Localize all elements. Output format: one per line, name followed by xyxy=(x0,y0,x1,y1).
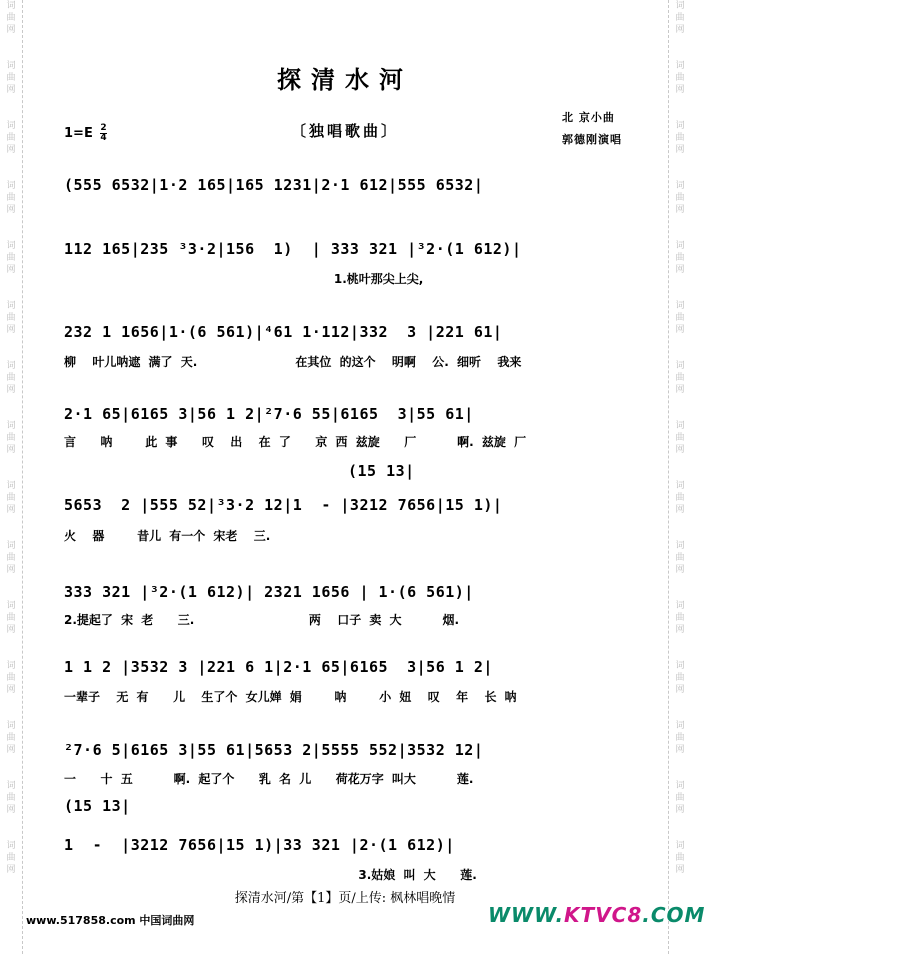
watermark-glyph: 词 xyxy=(675,721,685,731)
watermark-glyph: 网 xyxy=(675,745,685,755)
watermark-glyph: 网 xyxy=(675,565,685,575)
notation-line: 232 1 1656|1·(6 561)|⁴61 1·112|332 3 |221 61| xyxy=(64,323,503,341)
time-signature xyxy=(100,124,106,143)
watermark-glyph-group xyxy=(6,300,15,360)
watermark-glyph: 词 xyxy=(6,541,16,551)
notation-line: (15 13| xyxy=(348,462,415,480)
watermark-glyph: 曲 xyxy=(6,193,16,203)
watermark-glyph-group xyxy=(6,0,15,60)
origin-credit: 北 京小曲 xyxy=(562,111,615,124)
watermark-glyph: 网 xyxy=(675,625,685,635)
watermark-glyph: 词 xyxy=(6,1,16,11)
watermark-glyph: 词 xyxy=(675,781,685,791)
watermark-glyph-group xyxy=(6,180,15,240)
notation-line: 1 - |3212 7656|15 1)|33 321 |2·(1 612)| xyxy=(64,836,455,854)
watermark-glyph: 词 xyxy=(675,301,685,311)
watermark-glyph: 词 xyxy=(6,361,16,371)
lyric-line: 2.提起了 宋 老 三. 两 口子 卖 大 烟. xyxy=(64,613,460,627)
watermark-glyph: 曲 xyxy=(6,373,16,383)
lyric-line: 3.姑娘 叫 大 莲. xyxy=(64,868,477,882)
watermark-glyph: 曲 xyxy=(6,493,16,503)
lyric-line: 柳 叶儿呐遮 满了 天. 在其位 的这个 明啊 公. 细听 我来 xyxy=(64,355,522,369)
notation-line: (555 6532|1·2 165|165 1231|2·1 612|555 6532| xyxy=(64,176,484,194)
watermark-glyph: 网 xyxy=(6,685,16,695)
watermark-glyph: 词 xyxy=(675,661,685,671)
watermark-glyph: 曲 xyxy=(675,313,685,323)
watermark-glyph: 词 xyxy=(675,121,685,131)
watermark-glyph: 词 xyxy=(6,181,16,191)
watermark-glyph: 网 xyxy=(6,625,16,635)
website-label: www.517858.com 中国词曲网 xyxy=(26,914,195,927)
notation-line: 1 1 2 |3532 3 |221 6 1|2·1 65|6165 3|56 1 2| xyxy=(64,658,493,676)
watermark-glyph: 词 xyxy=(6,781,16,791)
watermark-glyph-group xyxy=(675,660,684,720)
watermark-glyph: 曲 xyxy=(675,13,685,23)
watermark-glyph-group xyxy=(675,360,684,420)
watermark-glyph: 词 xyxy=(675,601,685,611)
notation-line: 2·1 65|6165 3|56 1 2|²7·6 55|6165 3|55 61| xyxy=(64,405,474,423)
watermark-glyph: 曲 xyxy=(675,73,685,83)
notation-line: (15 13| xyxy=(64,797,131,815)
watermark-glyph: 网 xyxy=(6,145,16,155)
watermark-glyph-group xyxy=(6,360,15,420)
watermark-glyph: 曲 xyxy=(675,733,685,743)
watermark-glyph: 网 xyxy=(675,265,685,275)
watermark-glyph: 词 xyxy=(6,421,16,431)
watermark-glyph: 网 xyxy=(675,205,685,215)
page-footer: 探清水河/第【1】页/上传: 枫林唱晚情 xyxy=(234,891,456,906)
watermark-glyph: 网 xyxy=(6,805,16,815)
watermark-glyph: 网 xyxy=(675,25,685,35)
lyric-line: 一辈子 无 有 儿 生了个 女儿婵 娟 呐 小 妞 叹 年 长 呐 xyxy=(64,690,517,704)
watermark-glyph: 网 xyxy=(6,445,16,455)
watermark-glyph-group xyxy=(675,480,684,540)
lyric-line: 一 十 五 啊. 起了个 乳 名 儿 荷花万字 叫大 莲. xyxy=(64,772,474,786)
watermark-glyph-group xyxy=(675,180,684,240)
watermark-glyph: 词 xyxy=(675,841,685,851)
watermark-glyph-group xyxy=(675,600,684,660)
watermark-glyph-group xyxy=(6,480,15,540)
watermark-glyph-group xyxy=(6,660,15,720)
notation-line: 333 321 |³2·(1 612)| 2321 1656 | 1·(6 561)| xyxy=(64,583,474,601)
watermark-glyph: 曲 xyxy=(6,793,16,803)
watermark-glyph: 曲 xyxy=(6,253,16,263)
watermark-glyph: 词 xyxy=(675,1,685,11)
watermark-glyph: 曲 xyxy=(675,613,685,623)
watermark-glyph: 曲 xyxy=(6,553,16,563)
watermark-glyph: 网 xyxy=(675,685,685,695)
performer-credit: 郭德刚演唱 xyxy=(562,133,622,146)
watermark-glyph: 词 xyxy=(675,61,685,71)
watermark-glyph: 网 xyxy=(675,385,685,395)
watermark-glyph: 词 xyxy=(675,361,685,371)
watermark-glyph: 词 xyxy=(675,241,685,251)
watermark-glyph: 网 xyxy=(6,565,16,575)
watermark-glyph-group xyxy=(675,780,684,840)
watermark-glyph: 曲 xyxy=(675,793,685,803)
watermark-glyph-group xyxy=(6,240,15,300)
watermark-glyph: 网 xyxy=(675,145,685,155)
watermark-glyph-group xyxy=(6,540,15,600)
watermark-glyph: 曲 xyxy=(6,133,16,143)
watermark-glyph-group xyxy=(6,600,15,660)
watermark-glyph-group xyxy=(6,780,15,840)
watermark-glyph: 网 xyxy=(6,505,16,515)
watermark-glyph: 曲 xyxy=(6,13,16,23)
watermark-glyph-group xyxy=(675,300,684,360)
watermark-glyph: 曲 xyxy=(6,733,16,743)
notation-line: 112 165|235 ³3·2|156 1) | 333 321 |³2·(1 612)| xyxy=(64,240,522,258)
key-label: 1=E xyxy=(64,126,93,141)
watermark-glyph: 网 xyxy=(6,205,16,215)
watermark-glyph: 网 xyxy=(675,445,685,455)
watermark-glyph: 曲 xyxy=(675,253,685,263)
time-sig-bottom: 4 xyxy=(100,133,107,143)
song-title: 探清水河 xyxy=(277,65,413,94)
watermark-glyph: 网 xyxy=(675,85,685,95)
watermark-glyph: 曲 xyxy=(675,553,685,563)
watermark-glyph: 曲 xyxy=(675,493,685,503)
watermark-glyph: 曲 xyxy=(675,853,685,863)
watermark-glyph: 词 xyxy=(6,61,16,71)
watermark-glyph: 词 xyxy=(675,421,685,431)
watermark-glyph: 词 xyxy=(6,481,16,491)
watermark-glyph-group xyxy=(675,720,684,780)
watermark-glyph: 词 xyxy=(6,661,16,671)
watermark-glyph: 词 xyxy=(6,121,16,131)
watermark-glyph: 词 xyxy=(6,841,16,851)
watermark-glyph: 曲 xyxy=(675,673,685,683)
watermark-glyph: 词 xyxy=(6,721,16,731)
lyric-line: 火 器 昔儿 有一个 宋老 三. xyxy=(64,529,271,543)
watermark-glyph: 词 xyxy=(6,601,16,611)
watermark-glyph: 词 xyxy=(675,541,685,551)
left-watermark-strip xyxy=(0,0,23,954)
brand-logo: WWW.KTVC8.COM xyxy=(488,903,706,927)
watermark-glyph: 曲 xyxy=(6,433,16,443)
watermark-glyph: 曲 xyxy=(6,73,16,83)
watermark-glyph: 曲 xyxy=(675,193,685,203)
watermark-glyph: 网 xyxy=(6,85,16,95)
key-signature xyxy=(64,124,107,143)
song-subtitle: 〔独唱歌曲〕 xyxy=(290,122,399,140)
watermark-glyph-group xyxy=(675,540,684,600)
watermark-glyph: 网 xyxy=(675,805,685,815)
notation-line: ²7·6 5|6165 3|55 61|5653 2|5555 552|3532 12| xyxy=(64,741,484,759)
watermark-glyph: 词 xyxy=(6,301,16,311)
watermark-glyph: 曲 xyxy=(6,313,16,323)
watermark-glyph: 网 xyxy=(6,865,16,875)
watermark-glyph: 曲 xyxy=(675,433,685,443)
watermark-glyph-group xyxy=(6,720,15,780)
notation-line: 5653 2 |555 52|³3·2 12|1 - |3212 7656|15 1)| xyxy=(64,496,503,514)
watermark-glyph: 网 xyxy=(675,325,685,335)
lyric-line: 言 呐 此 事 叹 出 在 了 京 西 兹旋 厂 啊. 兹旋 厂 xyxy=(64,435,527,449)
watermark-glyph: 词 xyxy=(675,181,685,191)
watermark-glyph: 网 xyxy=(6,745,16,755)
watermark-glyph: 网 xyxy=(675,865,685,875)
watermark-glyph-group xyxy=(675,0,684,60)
watermark-glyph: 曲 xyxy=(675,133,685,143)
watermark-glyph: 曲 xyxy=(6,673,16,683)
watermark-glyph: 网 xyxy=(6,25,16,35)
watermark-glyph: 网 xyxy=(6,385,16,395)
watermark-glyph: 曲 xyxy=(675,373,685,383)
watermark-glyph: 曲 xyxy=(6,613,16,623)
watermark-glyph-group xyxy=(675,240,684,300)
watermark-glyph: 曲 xyxy=(6,853,16,863)
watermark-glyph: 网 xyxy=(6,265,16,275)
lyric-line: 1.桃叶那尖上尖, xyxy=(64,272,424,286)
watermark-glyph: 词 xyxy=(675,481,685,491)
watermark-glyph: 词 xyxy=(6,241,16,251)
time-sig-top: 2 xyxy=(100,123,107,133)
watermark-glyph: 网 xyxy=(675,505,685,515)
watermark-glyph: 网 xyxy=(6,325,16,335)
watermark-glyph-group xyxy=(6,420,15,480)
